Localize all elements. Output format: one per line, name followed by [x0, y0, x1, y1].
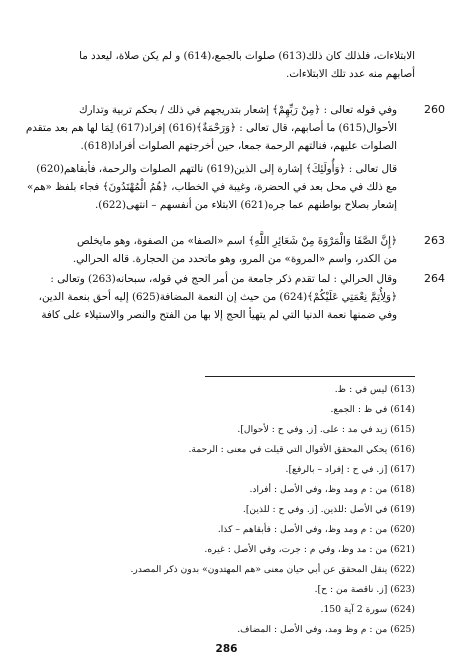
- text-line: ﴿إِنَّ الصَّفَا وَالْمَرْوَةَ مِنْ شَعَائِرِ اللَّهِ﴾ اسم «الصفا» من الصفوة، وهو مايخلص: [77, 235, 397, 247]
- text-line: وفي قوله تعالى : ﴿مِنْ رَبِّهِمْ﴾ إشعار بتدريجهم في ذلك / بحكم تربية وتدارك: [78, 104, 397, 116]
- footnote: (620) من : م ومد وظ، وفي الأصل : فأبقاهم – كذا.: [217, 524, 415, 535]
- text-line: الصلوات عليهم، فنالتهم الرحمة جمعا، حين أخرجتهم الصلوات أفرادا(618).: [80, 140, 397, 152]
- text-line: الابتلاءات، فلذلك كان ذلك(613) صلوات بالجمع،(614) و لم يكن صلاة، ليعدد ما: [79, 50, 415, 62]
- text-line: قال تعالى : ﴿وَأُولَئِكَ﴾ إشارة إلى الذين(619) نالتهم الصلوات والرحمة، فأبقاهم(620): [36, 163, 397, 175]
- text-line: من الكدر، واسم «المروة» من المرو، وهو ماتحدد من الحجارة. قاله الحرالي.: [72, 253, 397, 265]
- footnote: (623) [ز. ناقصة من : ح].: [314, 584, 415, 595]
- text-line: وقال الحرالي : لما تقدم ذكر جامعة من أمر الحج في قوله، سبحانه(263) وتعالى :: [50, 273, 397, 285]
- page-number: 286: [215, 643, 238, 655]
- footnote: (617) [ز. في ح : إفراد – بالرفع].: [285, 464, 415, 475]
- paragraph-number: 260: [424, 103, 445, 116]
- text-line: الأحوال(615) ما أصابهم، قال تعالى : ﴿وَرَحْمَةٌ﴾(616) إفراد(617) لِمَا لها هم بعد متقدم: [25, 122, 397, 134]
- paragraph-263: [43, 232, 397, 268]
- paragraph-number: 264: [424, 272, 445, 285]
- text-line: وفي ضمنها نعمة الدنيا التي لم يتهيأ الحج إلا بها من الفتح والنصر والاستيلاء على كافة: [41, 309, 397, 321]
- paragraph-260: [25, 101, 397, 155]
- footnote: (613) ليس في : ظ.: [334, 384, 415, 395]
- footnote: (621) من : مد وظ، وفي م : جرت، وفي الأصل : غيره.: [204, 544, 415, 555]
- footnote: (624) سورة 2 آية 150.: [320, 604, 415, 615]
- footnote-separator: [205, 376, 415, 377]
- text-line: ﴿وَلِأُتِمَّ نِعْمَتِي عَلَيْكُمْ﴾(624) من حيث إن النعمة المضافة(625) إليه أحق بنعمة الدين،: [38, 291, 397, 303]
- footnote: (625) من : م وظ ومد، وفي الأصل : المضاف.: [237, 624, 415, 635]
- footnote: (616) يحكي المحقق الأقوال التي قيلت في معنى : الرحمة.: [188, 444, 415, 455]
- paragraph-264: [38, 270, 397, 324]
- paragraph-continuation: [43, 47, 415, 83]
- text-line: مع ذلك في محل بعد في الحضرة، وغيبة في الخطاب، ﴿هُمُ الْمُهْتَدُونَ﴾ فجاء بلفظ «هم»: [26, 181, 397, 193]
- footnote: (618) من : م ومد وظ، وفي الأصل : أفراد.: [249, 484, 415, 495]
- footnote: (615) زيد في مد : على. [ز. وفي ح : لأحوال].: [237, 424, 415, 435]
- footnote: (619) في الأصل :للذين. [ز. وفي ح : للذين].: [242, 504, 415, 515]
- text-line: أصابهم منه عدد تلك الابتلاءات.: [285, 68, 415, 80]
- footnote: (622) ينقل المحقق عن أبي حيان معنى «هم المهتدون» بدون ذكر المصدر.: [130, 564, 415, 575]
- text-line: إشعار بصلاح بواطنهم عما جره(621) الابتلاء من أنفسهم – انتهى(622).: [95, 199, 397, 211]
- footnote: (614) في ظ : الجمع.: [330, 404, 415, 415]
- paragraph-unnumbered: [26, 160, 397, 214]
- paragraph-number: 263: [424, 234, 445, 247]
